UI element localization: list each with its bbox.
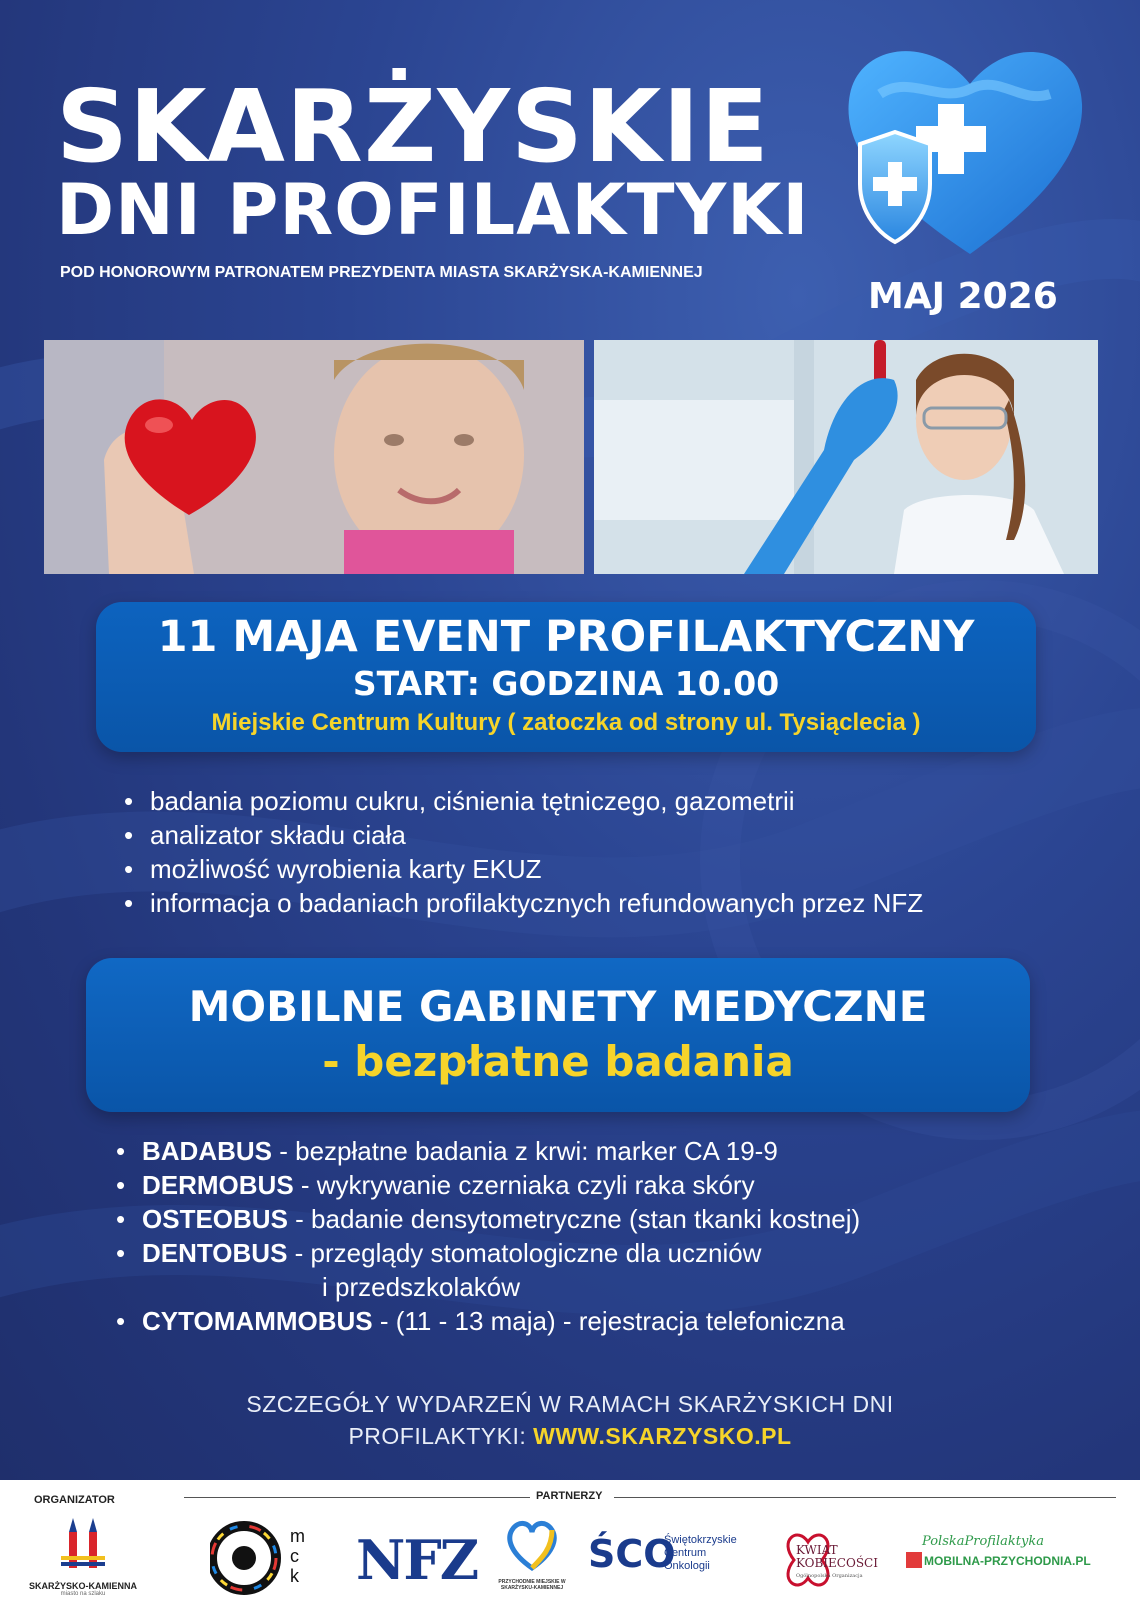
bus-name: DENTOBUS: [142, 1238, 288, 1268]
partners-label: PARTNERZY: [530, 1490, 608, 1502]
list-item: [116, 1304, 860, 1338]
list-item: [116, 1134, 860, 1168]
bus-description: - badanie densytometryczne (stan tkanki kostnej): [287, 1204, 861, 1234]
bus-description: - przeglądy stomatologiczne dla uczniów: [287, 1238, 762, 1268]
logo-nfz: NFZ: [356, 1528, 478, 1592]
heart-shield-icon: [820, 34, 1090, 264]
logo-polska-profilaktyka: [906, 1534, 1096, 1584]
city-towers-icon: [53, 1514, 113, 1574]
event-services-list: [124, 784, 923, 920]
photo-child-with-heart: [44, 340, 584, 574]
divider: [614, 1497, 1116, 1498]
bus-name: CYTOMAMMOBUS: [142, 1306, 373, 1336]
details-prefix: PROFILAKTYKI:: [348, 1423, 534, 1449]
details-line-1: SZCZEGÓŁY WYDARZEŃ W RAMACH SKARŻYSKICH DNI: [246, 1391, 894, 1417]
sco-name: [664, 1534, 737, 1573]
patronage-text: POD HONOROWYM PATRONATEM PREZYDENTA MIASTA SKARŻYSKA-KAMIENNEJ: [60, 264, 703, 281]
photo-lab-scientist: [594, 340, 1098, 574]
bus-description: - wykrywanie czerniaka czyli raka skóry: [293, 1170, 755, 1200]
kwiat-name: [796, 1544, 878, 1583]
medical-cross-icon: [906, 1552, 922, 1568]
kwiat-line: KOBIECOŚCI: [796, 1556, 878, 1570]
mobile-clinics-box: [86, 958, 1030, 1112]
logo-sco: [588, 1530, 758, 1590]
logo-skarzysko-kamienna: [28, 1514, 138, 1606]
sco-line: Onkologii: [664, 1560, 710, 1572]
event-headline: 11 MAJA EVENT PROFILAKTYCZNY: [157, 612, 975, 662]
sco-line: Świętokrzyskie: [664, 1534, 737, 1546]
city-tagline: miasto na szlaku: [60, 1591, 106, 1597]
city-name: SKARŻYSKO-KAMIENNA: [29, 1581, 137, 1591]
website-link[interactable]: WWW.SKARZYSKO.PL: [533, 1423, 792, 1449]
pp-url: MOBILNA-PRZYCHODNIA.PL: [924, 1554, 1091, 1568]
list-item: [116, 1202, 860, 1236]
organizer-label: ORGANIZATOR: [34, 1494, 115, 1506]
heart-logo-icon: [502, 1514, 562, 1574]
mobile-headline: MOBILNE GABINETY MEDYCZNE: [188, 982, 928, 1031]
divider: [184, 1497, 530, 1498]
list-item: • analizator składu ciała: [124, 818, 923, 852]
sco-mark: ŚCO: [588, 1532, 676, 1576]
list-item: • możliwość wyrobienia karty EKUZ: [124, 852, 923, 886]
event-location: Miejskie Centrum Kultury ( zatoczka od strony ul. Tysiąclecia ): [211, 709, 921, 736]
event-date: MAJ 2026: [868, 276, 1058, 317]
logo-kwiat-kobiecosci: [768, 1520, 878, 1600]
details-line-2: [0, 1420, 1140, 1452]
event-box: [96, 602, 1036, 752]
list-item: [116, 1236, 860, 1304]
logo-mck: [210, 1520, 310, 1596]
mobile-clinics-list: [116, 1134, 860, 1338]
bus-name: BADABUS: [142, 1136, 272, 1166]
bus-description-continued: i przedszkolaków: [322, 1272, 520, 1302]
list-item: [116, 1168, 860, 1202]
mobile-subheadline: - bezpłatne badania: [322, 1037, 794, 1086]
bus-description: - (11 - 13 maja) - rejestracja telefoniczna: [372, 1306, 845, 1336]
mck-text: mck: [290, 1526, 305, 1586]
event-start-time: START: GODZINA 10.00: [352, 664, 780, 703]
logo-przychodnie-miejskie: [492, 1514, 572, 1604]
title-line-2: DNI PROFILAKTYKI: [56, 169, 810, 251]
kwiat-line: KWIAT: [796, 1543, 838, 1557]
bus-description: - bezpłatne badania z krwi: marker CA 19-9: [272, 1136, 778, 1166]
footer: [0, 1480, 1140, 1612]
kwiat-subtitle: Ogólnopolska Organizacja: [796, 1573, 863, 1579]
pp-title: PolskaProfilaktyka: [922, 1534, 1044, 1549]
details-text: [0, 1388, 1140, 1452]
list-item: • badania poziomu cukru, ciśnienia tętniczego, gazometrii: [124, 784, 923, 818]
list-item: • informacja o badaniach profilaktycznych refundowanych przez NFZ: [124, 886, 923, 920]
title-line-1: SKARŻYSKIE: [56, 68, 770, 185]
przychodnie-name: PRZYCHODNIE MIEJSKIE W SKARŻYSKU-KAMIENNEJ: [498, 1579, 566, 1591]
sco-line: Centrum: [664, 1547, 707, 1559]
bus-name: OSTEOBUS: [142, 1204, 288, 1234]
bus-name: DERMOBUS: [142, 1170, 294, 1200]
